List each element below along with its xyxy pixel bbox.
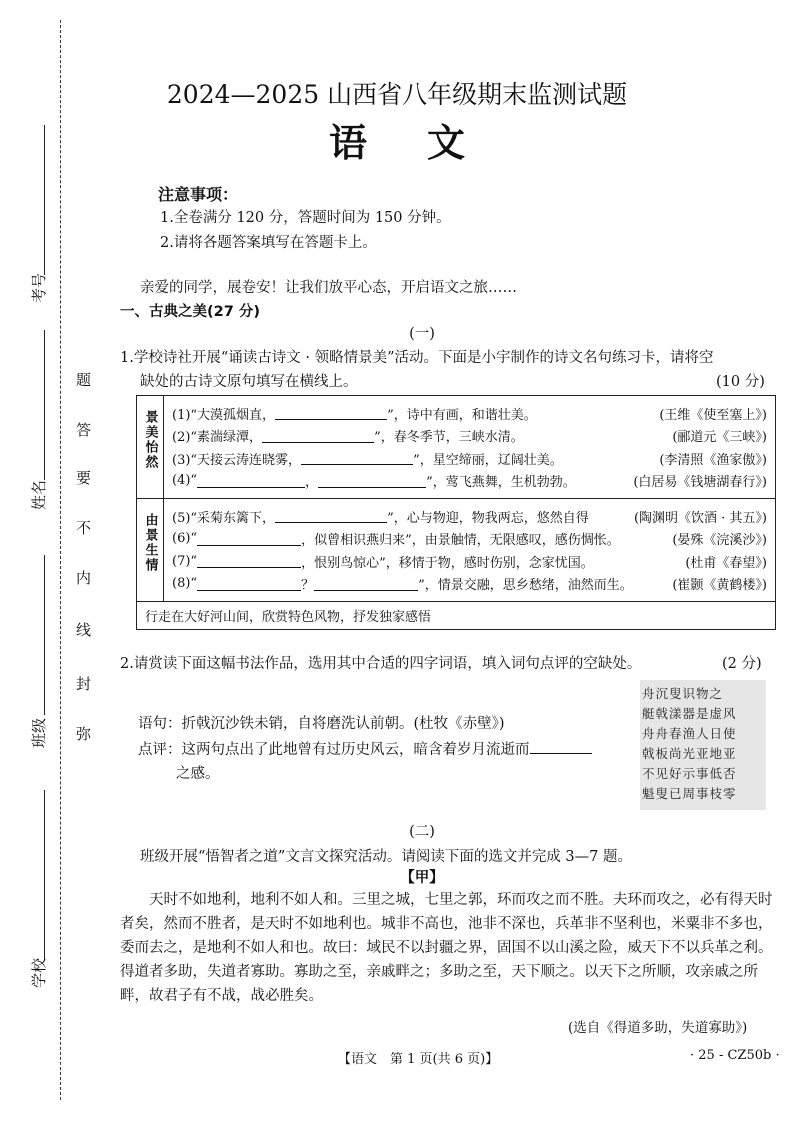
card-row: (8)“ ？ ”，情景交融，思乡愁绪，油然而生。 (崔颢《黄鹤楼》) (172, 576, 767, 594)
seal-word: 答 (74, 422, 92, 437)
answer-blank[interactable] (197, 577, 301, 591)
seal-word: 内 (74, 570, 92, 585)
card-row: (4)“ ， ”，莺飞燕舞，生机勃勃。 (白居易《钱塘湖春行》) (172, 473, 767, 491)
card-row: (7)“ ，恨别鸟惊心”，移情于物，感时伤别，念家忧国。 (杜甫《春望》) (172, 553, 767, 571)
seal-word: 要 (74, 470, 92, 485)
q1-text: 1.学校诗社开展“诵读古诗文 · 领略情景美”活动。下面是小宇制作的诗文名句练习卡，请将空 (120, 350, 714, 366)
seal-word: 题 (74, 372, 92, 387)
q2-comment-end: 之感。 (176, 766, 220, 782)
answer-blank[interactable] (262, 429, 374, 443)
part-one-label: (一) (409, 326, 435, 342)
note-item: 1.全卷满分 120 分，答题时间为 150 分钟。 (160, 210, 451, 226)
card-footer: 行走在大好河山间，欣赏特色风物，抒发独家感悟 (137, 602, 776, 630)
binding-dashed-line (60, 20, 62, 1100)
q1-text-cont: 缺处的古诗文原句填写在横线上。 (140, 374, 358, 390)
note-item: 2.请将各题答案填写在答题卡上。 (160, 235, 377, 251)
answer-blank[interactable] (301, 451, 413, 465)
practice-card (136, 395, 776, 630)
answer-blank[interactable] (197, 532, 301, 546)
answer-blank[interactable] (197, 474, 305, 488)
group-label-1: 景美怡然 (137, 396, 164, 499)
calligraphy-line: 戟板尚光亚地亚 (642, 746, 737, 761)
name-label: 姓名 (30, 479, 48, 510)
q1-score: (10 分) (716, 374, 765, 390)
q2-text: 2.请赏读下面这幅书法作品，选用其中合适的四字词语，填入词句点评的空缺处。 (120, 656, 642, 672)
part-two-intro: 班级开展“悟智者之道”文言文探究活动。请阅读下面的选文并完成 3—7 题。 (140, 849, 632, 865)
q2-score: (2 分) (722, 656, 762, 672)
page-footer: 【语文 第 1 页(共 6 页)】 (338, 1052, 499, 1067)
calligraphy-line: 艇戟漾器是虚风 (642, 706, 737, 721)
answer-blank[interactable] (318, 474, 426, 488)
part-two-label: (二) (409, 824, 435, 840)
subject-title: 语文 (328, 120, 525, 165)
seal-word: 不 (74, 520, 92, 535)
calligraphy-line: 舟舟春渔人日使 (642, 726, 737, 741)
calligraphy-image (640, 680, 766, 810)
exam-title: 2024—2025 山西省八年级期末监测试题 (166, 80, 628, 109)
answer-blank[interactable] (275, 406, 387, 420)
card-row: (1)“大漠孤烟直， ”，诗中有画，和谐壮美。 (王维《使至塞上》) (172, 407, 767, 423)
card-row: (5)“采菊东篱下， ”，心与物迎，物我两忘，悠然自得 (陶渊明《饮酒 · 其五》) (172, 510, 767, 526)
card-row: (2)“素湍绿潭， ”，春冬季节，三峡水清。 (郦道元《三峡》) (172, 430, 767, 446)
class-field[interactable] (44, 555, 45, 715)
passage-source: (选自《得道多助，失道寡助》) (568, 1020, 748, 1036)
calligraphy-line: 舟沉叟识物之 (642, 686, 724, 701)
card-row: (6)“ ，似曾相识燕归来”，由景触情，无限感叹，感伤惆怅。 (晏殊《浣溪沙》) (172, 531, 767, 549)
name-field[interactable] (44, 330, 45, 480)
q2-comment: 点评：这两句点出了此地曾有过历史风云，暗含着岁月流逝而 (138, 738, 592, 759)
answer-blank[interactable] (275, 509, 387, 523)
answer-blank[interactable] (530, 740, 592, 754)
q2-verse: 语句：折戟沉沙铁未销，自将磨洗认前朝。(杜牧《赤壁》) (138, 716, 505, 732)
calligraphy-line: 不见好示事低否 (642, 766, 737, 781)
greeting: 亲爱的同学，展卷安！让我们放平心态，开启语文之旅…… (140, 280, 517, 296)
answer-blank[interactable] (197, 554, 301, 568)
section-heading: 一、古典之美(27 分) (120, 304, 260, 320)
notes-heading: 注意事项： (158, 185, 239, 204)
school-label: 学校 (30, 957, 48, 988)
passage-jia-label: 【甲】 (400, 870, 444, 886)
class-label: 班级 (30, 717, 48, 748)
calligraphy-line: 魁叟已周事枝零 (642, 786, 737, 801)
seal-word: 封 (74, 676, 92, 691)
card-row: (3)“天接云涛连晓雾， ”，星空缔丽，辽阔壮美。 (李清照《渔家傲》) (172, 452, 767, 468)
exam-code: · 25 - CZ50b · (690, 1048, 780, 1063)
group-label-2: 由景生情 (137, 499, 164, 602)
exam-no-label: 考号 (30, 272, 48, 303)
seal-word: 弥 (74, 726, 92, 741)
passage-text: 天时不如地利，地利不如人和。三里之城，七里之郭，环而攻之而不胜。夫环而攻之，必有得天时者矣，然而不胜者，是天时不如地利也。城非不高也，池非不深也，兵革非不坚利也，米粟非不多也，委而去之，是地利不如人和也。故曰：域民不以封疆之界，固国不以山溪之险，威天下不以兵革之利。得道者多助，失道者寡助。寡助之至，亲戚畔之；多助之至，天下顺之。以天下之所顺，攻亲戚之所畔，故君子有不战，战必胜矣。 (120, 892, 773, 1004)
seal-word: 线 (74, 622, 92, 637)
answer-blank[interactable] (314, 577, 418, 591)
